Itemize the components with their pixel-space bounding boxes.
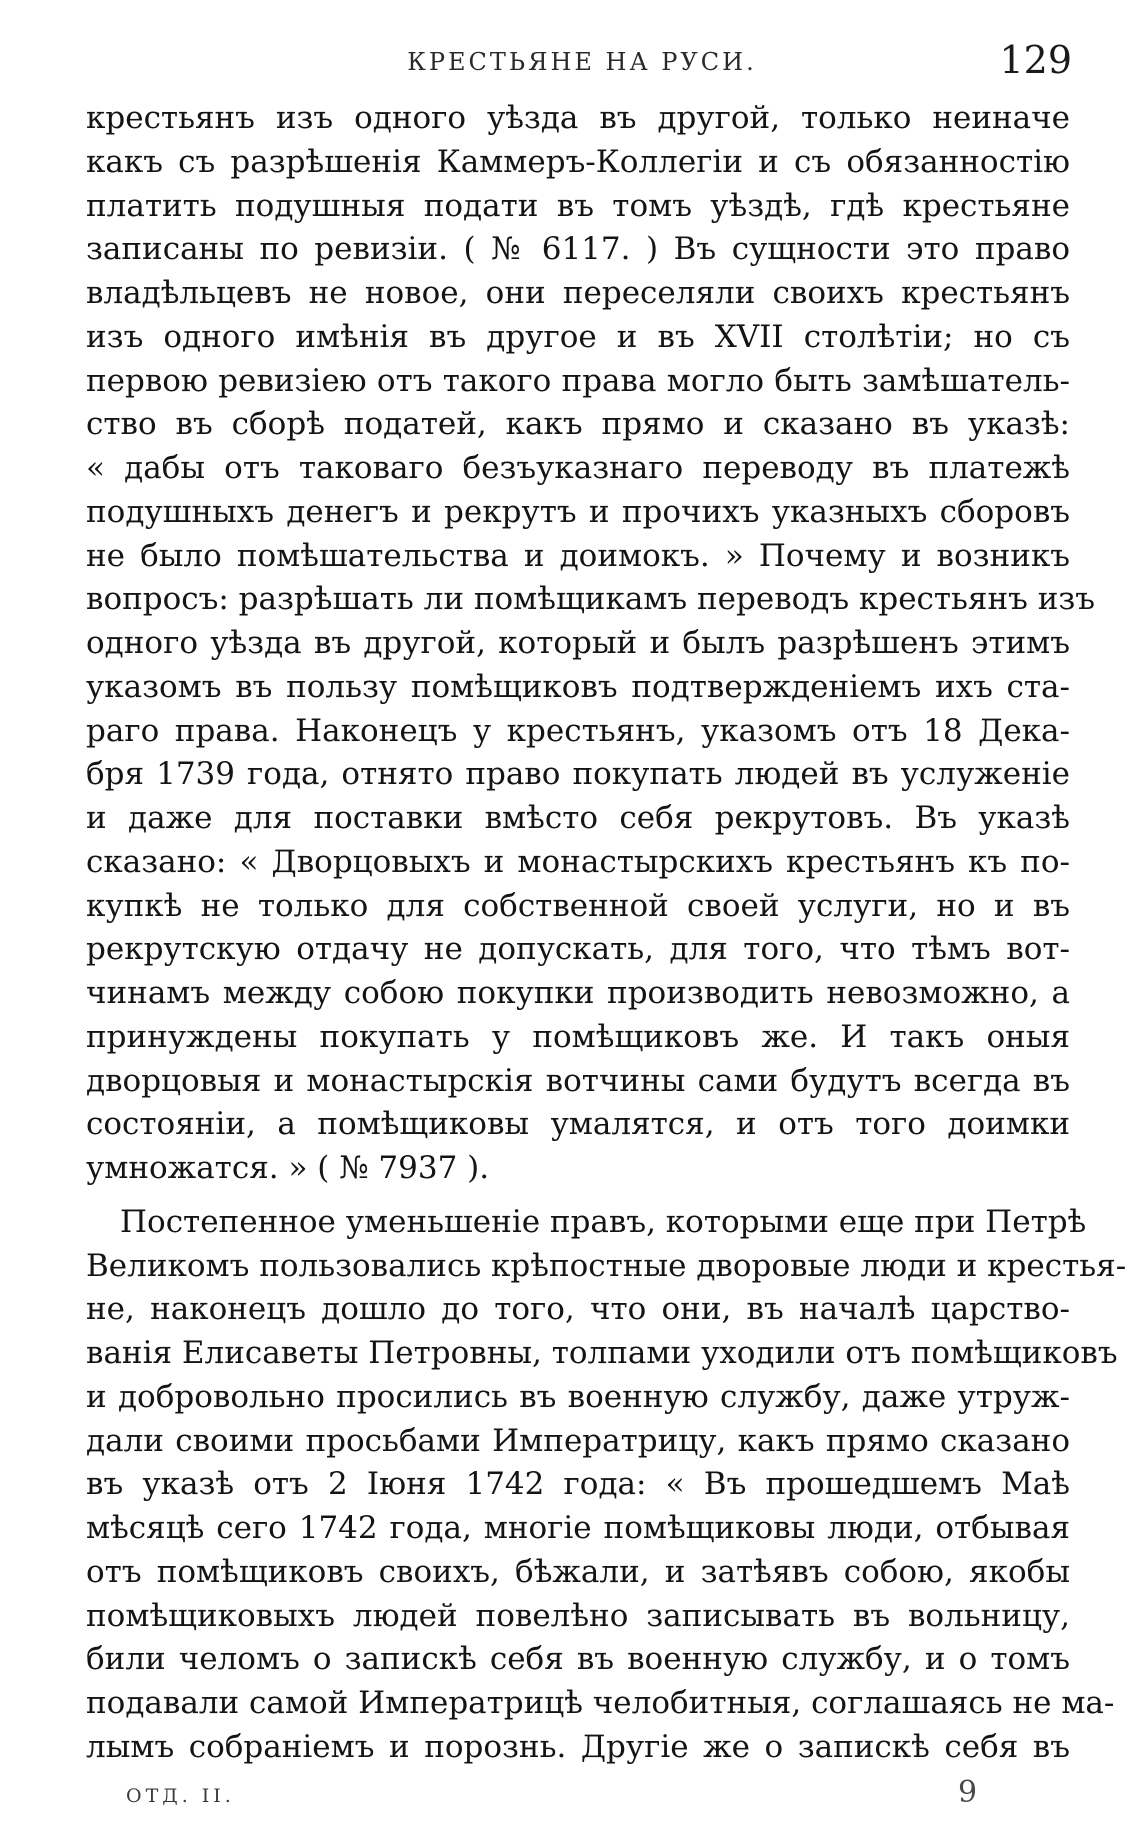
signature-mark: ОТД. II.	[126, 1785, 235, 1807]
text-line: изъ одного имѣнія въ другое и въ XVII столѣтіи; но съ	[86, 318, 1070, 355]
text-line: чинамъ между собою покупки производить невозможно, а	[86, 975, 1070, 1011]
text-line: указомъ въ пользу помѣщиковъ подтвержденіемъ ихъ ста-	[86, 668, 1070, 705]
text-line: умножатся. » ( № 7937 ).	[86, 1150, 490, 1186]
text-body	[86, 97, 1127, 1770]
text-line: не было помѣшательства и доимокъ. » Почему и возникъ	[86, 537, 1070, 574]
signature-number: 9	[958, 1775, 978, 1810]
paragraph-1	[86, 97, 1096, 1191]
text-line: одного уѣзда въ другой, который и былъ разрѣшенъ этимъ	[86, 625, 1070, 661]
text-line: принуждены покупать у помѣщиковъ же. И такъ оныя	[86, 1018, 1070, 1055]
text-line: первою ревизіею отъ такого права могло быть замѣшатель-	[86, 362, 1070, 399]
text-line: « дабы отъ таковаго безъуказнаго переводу въ платежѣ	[86, 450, 1070, 486]
running-head	[84, 38, 1080, 88]
text-line: отъ помѣщиковъ своихъ, бѣжали, и затѣявъ собою, якобы	[86, 1553, 1070, 1590]
text-line: рекрутскую отдачу не допускать, для того, что тѣмъ вот-	[86, 931, 1070, 968]
text-line: купкѣ не только для собственной своей услуги, но и въ	[86, 887, 1070, 924]
text-line: и даже для поставки вмѣсто себя рекрутовъ. Въ указѣ	[86, 800, 1070, 836]
text-line: платить подушныя подати въ томъ уѣздѣ, гдѣ крестьяне	[86, 187, 1070, 224]
paragraph-gap	[86, 1191, 1070, 1201]
text-line: помѣщиковыхъ людей повелѣно записывать въ вольницу,	[86, 1597, 1070, 1634]
text-line: записаны по ревизіи. ( № 6117. ) Въ сущности это право	[86, 231, 1070, 268]
text-line: дворцовыя и монастырскія вотчины сами будутъ всегда въ	[86, 1062, 1070, 1099]
text-line: ванія Елисаветы Петровны, толпами уходили отъ помѣщиковъ	[86, 1335, 1118, 1371]
text-line: состояніи, а помѣщиковы умалятся, и отъ того доимки	[86, 1106, 1070, 1143]
text-line: въ указѣ отъ 2 Іюня 1742 года: « Въ прошедшемъ Маѣ	[86, 1466, 1070, 1503]
text-line: подушныхъ денегъ и рекрутъ и прочихъ указныхъ сборовъ	[86, 493, 1070, 530]
text-line: не, наконецъ дошло до того, что они, въ началѣ царство-	[86, 1291, 1070, 1328]
text-line: Великомъ пользовались крѣпостные дворовые люди и крестья-	[86, 1247, 1127, 1284]
text-line: сказано: « Дворцовыхъ и монастырскихъ крестьянъ къ по-	[86, 843, 1070, 880]
text-line: бря 1739 года, отнято право покупать людей въ услуженіе	[86, 756, 1070, 793]
text-line: и добровольно просились въ военную службу, даже утруж-	[86, 1378, 1070, 1415]
paragraph-2	[86, 1201, 1127, 1770]
page-number: 129	[999, 38, 1072, 82]
text-line: били челомъ о запискѣ себя въ военную службу, и о томъ	[86, 1641, 1070, 1678]
text-line: раго права. Наконецъ у крестьянъ, указомъ отъ 18 Дека-	[86, 712, 1070, 749]
text-line: ство въ сборѣ податей, какъ прямо и сказано въ указѣ:	[86, 406, 1070, 443]
text-line: какъ съ разрѣшенія Каммеръ-Коллегіи и съ обязанностію	[86, 143, 1070, 180]
text-line: вопросъ: разрѣшать ли помѣщикамъ переводъ крестьянъ изъ	[86, 581, 1096, 618]
text-line: лымъ собраніемъ и порознь. Другіе же о запискѣ себя въ	[86, 1728, 1070, 1765]
text-line: владѣльцевъ не новое, они переселяли своихъ крестьянъ	[86, 275, 1070, 311]
running-title: КРЕСТЬЯНЕ НА РУСИ.	[407, 48, 757, 76]
text-line: подавали самой Императрицѣ челобитныя, соглашаясь не ма-	[86, 1685, 1115, 1721]
text-line: дали своими просьбами Императрицу, какъ прямо сказано	[86, 1422, 1070, 1459]
text-line: крестьянъ изъ одного уѣзда въ другой, только неиначе	[86, 100, 1070, 136]
text-line: Постепенное уменьшеніе правъ, которыми еще при Петрѣ	[120, 1203, 1087, 1240]
text-line: мѣсяцѣ сего 1742 года, многіе помѣщиковы люди, отбывая	[86, 1510, 1070, 1546]
